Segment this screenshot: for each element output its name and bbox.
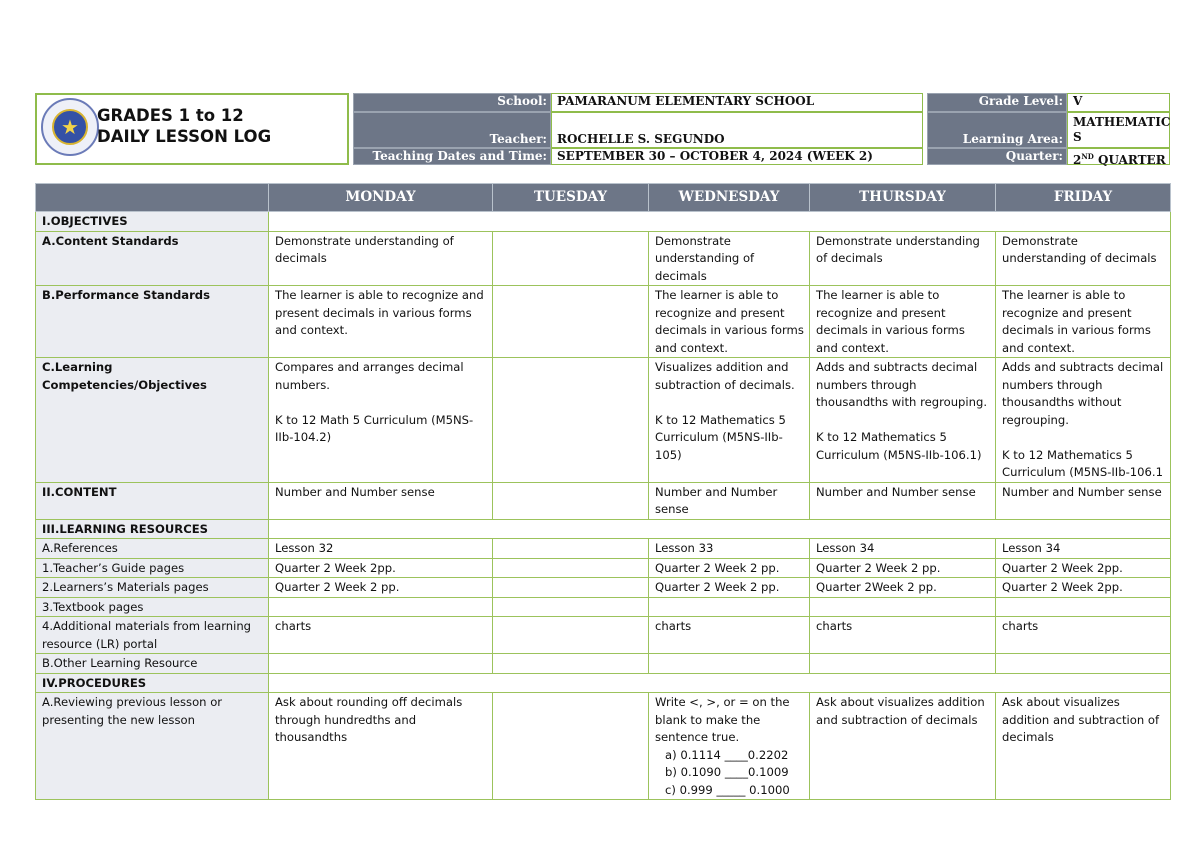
school-label: School:: [353, 93, 551, 112]
table-row: [36, 231, 1171, 286]
cell-textbook-monday: [269, 597, 493, 617]
cell-reviewing-tuesday: [493, 693, 649, 800]
cell-learners-materials-tuesday: [493, 578, 649, 598]
curriculum-code: K to 12 Mathematics 5 Curriculum (M5NS-IIb-106.1): [816, 430, 982, 462]
cell-additional-tuesday: [493, 617, 649, 654]
table-row: [36, 617, 1171, 654]
row-label-content: II.CONTENT: [36, 482, 269, 519]
teacher-value: ROCHELLE S. SEGUNDO: [551, 112, 923, 148]
row-label-reviewing: A.Reviewing previous lesson or presenting the new lesson: [36, 693, 269, 800]
header-title-line1: GRADES 1 to 12: [97, 106, 244, 125]
table-row: [36, 673, 1171, 693]
row-label-content-standards: A.Content Standards: [36, 231, 269, 286]
curriculum-code: K to 12 Mathematics 5 Curriculum (M5NS-IIb-106.1: [1002, 447, 1163, 479]
cell-performance-friday: The learner is able to recognize and present decimals in various forms and context.: [996, 286, 1171, 358]
cell-additional-monday: charts: [269, 617, 493, 654]
cell-teachers-guide-thursday: Quarter 2 Week 2 pp.: [810, 558, 996, 578]
cell-reviewing-friday: Ask about visualizes addition and subtraction of decimals: [996, 693, 1171, 800]
day-header-monday: MONDAY: [269, 184, 493, 212]
teacher-label: Teacher:: [353, 112, 551, 148]
table-row: [36, 286, 1171, 358]
table-row: [36, 578, 1171, 598]
cell-textbook-friday: [996, 597, 1171, 617]
cell-other-resource-wednesday: [649, 654, 810, 674]
day-header-thursday: THURSDAY: [810, 184, 996, 212]
cell-content-standards-monday: Demonstrate understanding of decimals: [269, 231, 493, 286]
table-row: [36, 597, 1171, 617]
cell-other-resource-monday: [269, 654, 493, 674]
quarter-value: 2ND QUARTER: [1067, 148, 1170, 165]
table-row: [36, 519, 1171, 539]
row-label-references: A.References: [36, 539, 269, 559]
curriculum-code: K to 12 Mathematics 5 Curriculum (M5NS-IIb-105): [655, 412, 786, 462]
cell-textbook-thursday: [810, 597, 996, 617]
section-learning-resources-span: [269, 519, 1171, 539]
row-label-performance-standards: B.Performance Standards: [36, 286, 269, 358]
table-row: [36, 358, 1171, 483]
cell-other-resource-friday: [996, 654, 1171, 674]
cell-content-standards-tuesday: [493, 231, 649, 286]
row-label-additional-materials: 4.Additional materials from learning resource (LR) portal: [36, 617, 269, 654]
day-header-corner: [36, 184, 269, 212]
grade-level-label: Grade Level:: [927, 93, 1067, 112]
cell-learners-materials-wednesday: Quarter 2 Week 2 pp.: [649, 578, 810, 598]
section-objectives: I.OBJECTIVES: [36, 212, 269, 232]
cell-teachers-guide-friday: Quarter 2 Week 2pp.: [996, 558, 1171, 578]
cell-references-wednesday: Lesson 33: [649, 539, 810, 559]
exercise-instructions: Write <, >, or = on the blank to make the sentence true.: [655, 695, 790, 744]
competencies-label-line2: Competencies/Objectives: [42, 377, 207, 392]
deped-seal-icon: ★: [41, 98, 99, 156]
teaching-dates-value: SEPTEMBER 30 – OCTOBER 4, 2024 (WEEK 2): [551, 148, 923, 165]
learning-area-label: Learning Area:: [927, 112, 1067, 148]
row-label-teachers-guide: 1.Teacher’s Guide pages: [36, 558, 269, 578]
cell-competencies-monday: [269, 358, 493, 483]
cell-content-friday: Number and Number sense: [996, 482, 1171, 519]
table-row: [36, 539, 1171, 559]
cell-additional-wednesday: charts: [649, 617, 810, 654]
cell-references-monday: Lesson 32: [269, 539, 493, 559]
exercise-item: c) 0.999 _____ 0.1000: [665, 782, 790, 797]
grade-level-value: V: [1067, 93, 1170, 112]
cell-performance-wednesday: The learner is able to recognize and present decimals in various forms and context.: [649, 286, 810, 358]
cell-teachers-guide-monday: Quarter 2 Week 2pp.: [269, 558, 493, 578]
cell-teachers-guide-wednesday: Quarter 2 Week 2 pp.: [649, 558, 810, 578]
competencies-label-line1: C.Learning: [42, 360, 113, 374]
cell-references-tuesday: [493, 539, 649, 559]
day-header-wednesday: WEDNESDAY: [649, 184, 810, 212]
cell-content-monday: Number and Number sense: [269, 482, 493, 519]
lesson-log-header: [35, 93, 1170, 165]
cell-reviewing-thursday: Ask about visualizes addition and subtraction of decimals: [810, 693, 996, 800]
cell-learners-materials-thursday: Quarter 2Week 2 pp.: [810, 578, 996, 598]
cell-content-tuesday: [493, 482, 649, 519]
section-procedures-span: [269, 673, 1171, 693]
quarter-label: Quarter:: [927, 148, 1067, 165]
cell-reviewing-monday: Ask about rounding off decimals through hundredths and thousandths: [269, 693, 493, 800]
table-row: [36, 212, 1171, 232]
row-label-other-resource: B.Other Learning Resource: [36, 654, 269, 674]
teaching-dates-label: Teaching Dates and Time:: [353, 148, 551, 165]
cell-performance-monday: The learner is able to recognize and present decimals in various forms and context.: [269, 286, 493, 358]
cell-content-standards-friday: Demonstrate understanding of decimals: [996, 231, 1171, 286]
table-row: [36, 693, 1171, 800]
competency-text: Adds and subtracts decimal numbers through thousandths without regrouping.: [1002, 360, 1164, 427]
table-row: [36, 482, 1171, 519]
header-title-line2: DAILY LESSON LOG: [97, 127, 272, 146]
header-title: [97, 105, 271, 147]
table-row: [36, 654, 1171, 674]
day-header-row: [36, 184, 1171, 212]
day-header-friday: FRIDAY: [996, 184, 1171, 212]
cell-reviewing-wednesday: [649, 693, 810, 800]
row-label-competencies: [36, 358, 269, 483]
cell-content-thursday: Number and Number sense: [810, 482, 996, 519]
cell-content-standards-thursday: Demonstrate understanding of decimals: [810, 231, 996, 286]
cell-additional-friday: charts: [996, 617, 1171, 654]
cell-learners-materials-friday: Quarter 2 Week 2pp.: [996, 578, 1171, 598]
cell-teachers-guide-tuesday: [493, 558, 649, 578]
cell-other-resource-thursday: [810, 654, 996, 674]
section-learning-resources: III.LEARNING RESOURCES: [36, 519, 269, 539]
cell-competencies-friday: [996, 358, 1171, 483]
cell-competencies-thursday: [810, 358, 996, 483]
header-title-box: [35, 93, 349, 165]
cell-performance-tuesday: [493, 286, 649, 358]
cell-content-standards-wednesday: Demonstrate understanding of decimals: [649, 231, 810, 286]
exercise-item: b) 0.1090 ____0.1009: [665, 765, 789, 779]
section-procedures: IV.PROCEDURES: [36, 673, 269, 693]
learning-area-line1: MATHEMATIC: [1073, 115, 1171, 129]
cell-learners-materials-monday: Quarter 2 Week 2 pp.: [269, 578, 493, 598]
cell-additional-thursday: charts: [810, 617, 996, 654]
day-header-tuesday: TUESDAY: [493, 184, 649, 212]
cell-performance-thursday: The learner is able to recognize and present decimals in various forms and context.: [810, 286, 996, 358]
cell-other-resource-tuesday: [493, 654, 649, 674]
section-objectives-span: [269, 212, 1171, 232]
cell-textbook-wednesday: [649, 597, 810, 617]
cell-references-friday: Lesson 34: [996, 539, 1171, 559]
learning-area-value: [1067, 112, 1170, 148]
header-info-grid: [353, 93, 1170, 165]
competency-text: Compares and arranges decimal numbers.: [275, 360, 464, 392]
curriculum-code: K to 12 Math 5 Curriculum (M5NS-IIb-104.2): [275, 412, 474, 444]
cell-references-thursday: Lesson 34: [810, 539, 996, 559]
competency-text: Visualizes addition and subtraction of decimals.: [655, 360, 795, 392]
cell-content-wednesday: Number and Number sense: [649, 482, 810, 519]
learning-area-line2: S: [1073, 130, 1082, 144]
daily-lesson-table: [35, 183, 1171, 800]
row-label-textbook-pages: 3.Textbook pages: [36, 597, 269, 617]
cell-competencies-tuesday: [493, 358, 649, 483]
cell-textbook-tuesday: [493, 597, 649, 617]
exercise-item: a) 0.1114 ____0.2202: [665, 747, 789, 762]
row-label-learners-materials: 2.Learners’s Materials pages: [36, 578, 269, 598]
cell-competencies-wednesday: [649, 358, 810, 483]
school-value: PAMARANUM ELEMENTARY SCHOOL: [551, 93, 923, 112]
competency-text: Adds and subtracts decimal numbers through thousandths with regrouping.: [816, 360, 988, 409]
table-row: [36, 558, 1171, 578]
